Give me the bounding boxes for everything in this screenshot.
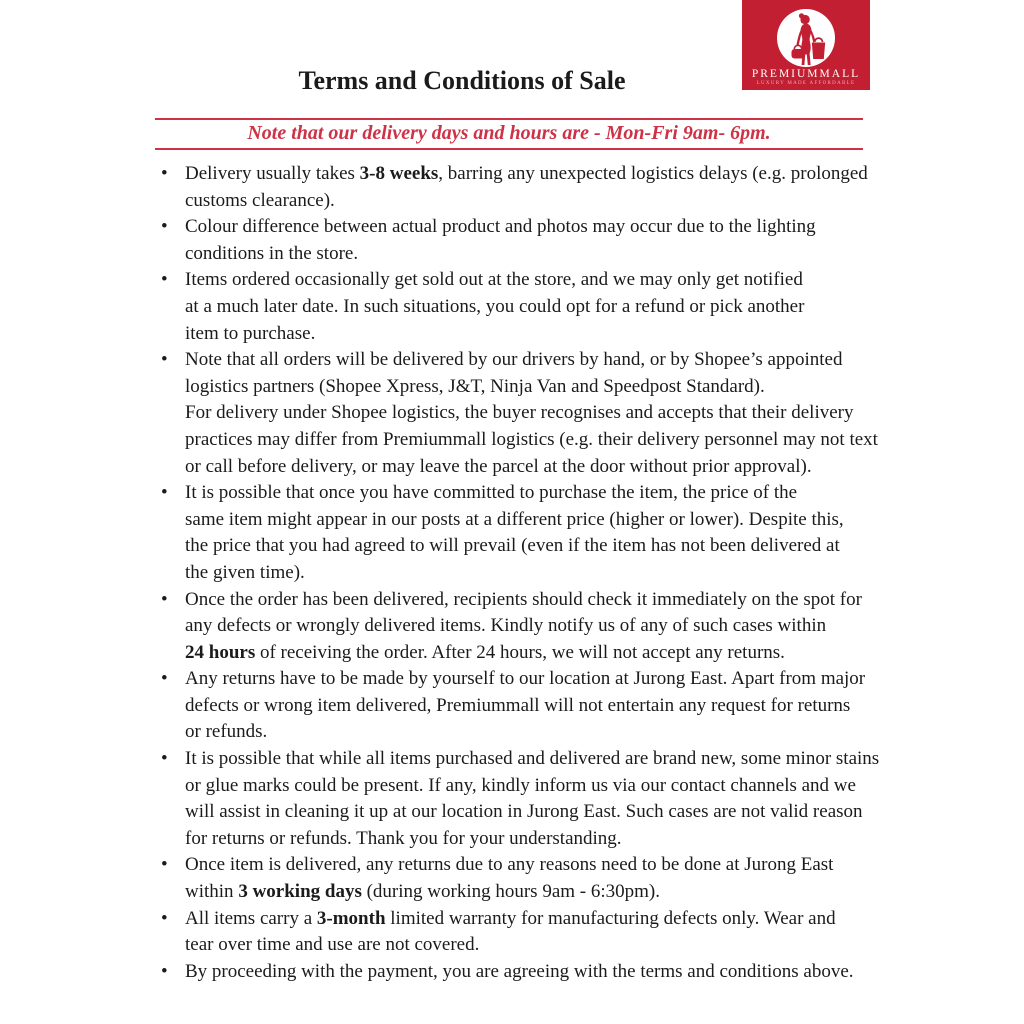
term-item: • Once the order has been delivered, recipients should check it immediately on the spot for any defects or wrongly delivered items. Kindly notify us of any of such cases within 24 hours of receiving the order. After 24 hours, we will not accept any returns. bbox=[155, 587, 885, 667]
logo-wordmark: PREMIUMMALL bbox=[751, 68, 861, 80]
notice-banner bbox=[155, 118, 863, 150]
term-item: • Delivery usually takes 3-8 weeks, barring any unexpected logistics delays (e.g. prolonged customs clearance). bbox=[155, 161, 885, 214]
terms-list bbox=[155, 161, 885, 985]
term-item: • Colour difference between actual product and photos may occur due to the lighting conditions in the store. bbox=[155, 214, 885, 267]
term-item: • Any returns have to be made by yourself to our location at Jurong East. Apart from major defects or wrong item delivered, Premiummall will not entertain any request for returns or refunds. bbox=[155, 666, 885, 746]
term-item: • It is possible that once you have committed to purchase the item, the price of the same item might appear in our posts at a different price (higher or lower). Despite this, the price that you had agreed to will prevail (even if the item has not been delivered at the given time). bbox=[155, 480, 885, 586]
term-item: • By proceeding with the payment, you are agreeing with the terms and conditions above. bbox=[155, 959, 885, 986]
term-item: • Once item is delivered, any returns due to any reasons need to be done at Jurong East within 3 working days (during working hours 9am - 6:30pm). bbox=[155, 852, 885, 905]
term-item: • Note that all orders will be delivered by our drivers by hand, or by Shopee’s appointed logistics partners (Shopee Xpress, J&T, Ninja Van and Speedpost Standard). For delivery under Shopee logistics, the buyer recognises and accepts that their delivery practices may differ from Premiummall logistics (e.g. their delivery personnel may not text or call before delivery, or may leave the parcel at the door without prior approval). bbox=[155, 347, 885, 480]
notice-text: Note that our delivery days and hours are - Mon-Fri 9am- 6pm. bbox=[247, 122, 771, 144]
term-item: • All items carry a 3-month limited warranty for manufacturing defects only. Wear and tear over time and use are not covered. bbox=[155, 906, 885, 959]
woman-with-shopping-bags-icon bbox=[777, 9, 835, 67]
page-title: Terms and Conditions of Sale bbox=[298, 66, 626, 95]
term-item: • Items ordered occasionally get sold out at the store, and we may only get notified at a much later date. In such situations, you could opt for a refund or pick another item to purchase. bbox=[155, 267, 885, 347]
logo-tagline: LUXURY MADE AFFORDABLE bbox=[756, 81, 856, 86]
term-item: • It is possible that while all items purchased and delivered are brand new, some minor stains or glue marks could be present. If any, kindly inform us via our contact channels and we will assist in cleaning it up at our location in Jurong East. Such cases are not valid reason for returns or refunds. Thank you for your understanding. bbox=[155, 746, 885, 852]
